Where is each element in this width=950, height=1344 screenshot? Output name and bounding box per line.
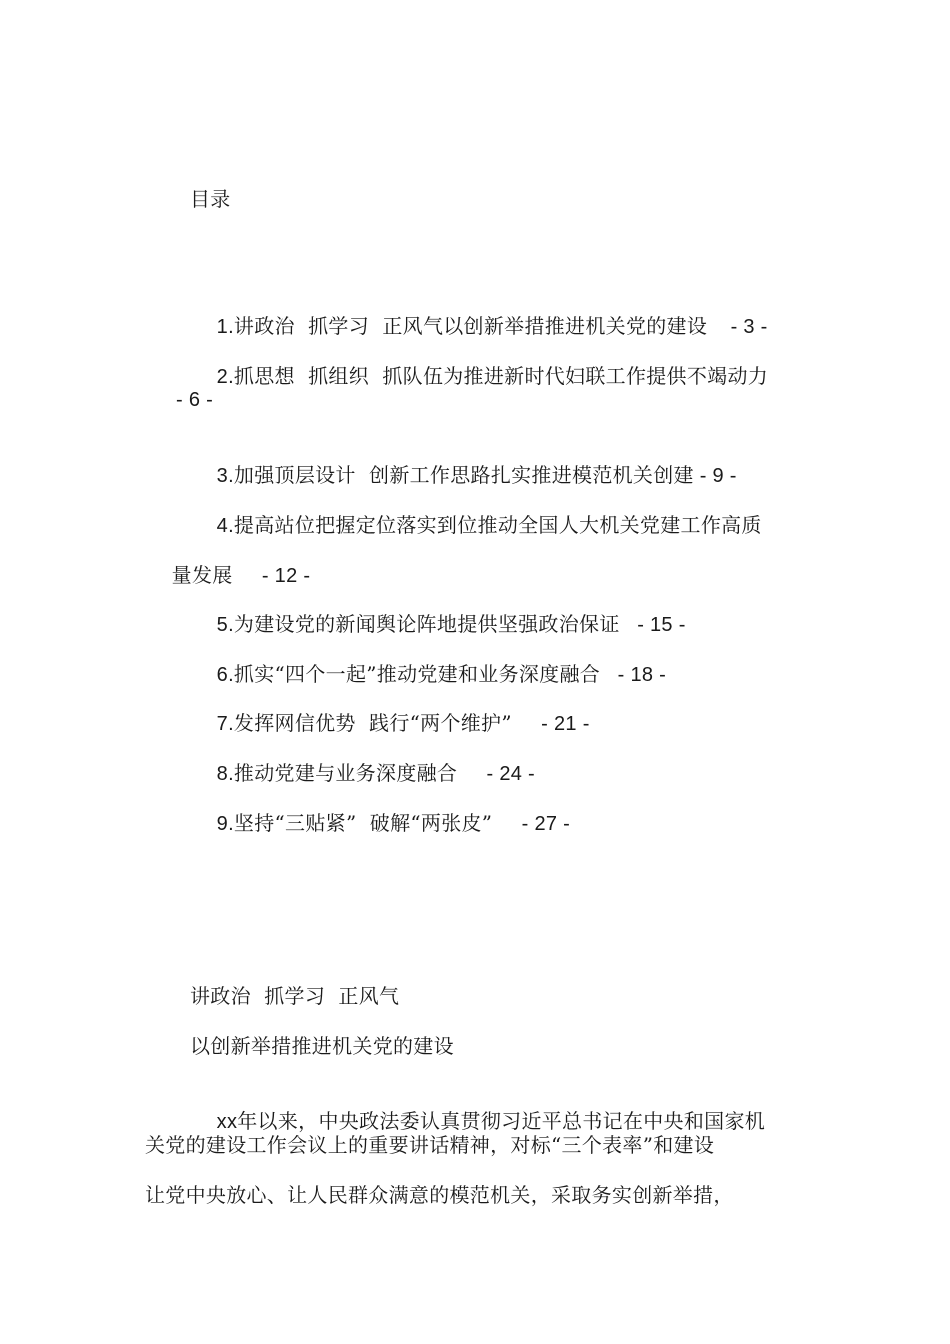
toc-entry-number: 2. (216, 366, 234, 388)
toc-entry-page: - 15 - (619, 614, 686, 636)
toc-entry-text: 抓思想 抓组织 抓队伍为推进新时代妇联工作提供不竭动力 (233, 364, 769, 388)
toc-entry-page: - 27 - (492, 813, 571, 835)
toc-entry-page: - 3 - (707, 316, 768, 338)
toc-entry-number: 4. (216, 515, 234, 537)
toc-entry-number: 8. (216, 763, 234, 785)
toc-entry-number: 5. (216, 614, 234, 636)
toc-entry-2[interactable] (190, 337, 768, 416)
body-text: 年以来，中央政法委认真贯彻习近平总书记在中央和国家机 (237, 1109, 766, 1133)
toc-entry-text: 推动党建与业务深度融合 (233, 761, 458, 785)
toc-entry-text: 讲政治 抓学习 正风气以创新举措推进机关党的建设 (233, 314, 708, 338)
toc-entry-page: - 18 - (600, 664, 667, 686)
toc-entry-number: 6. (216, 664, 234, 686)
toc-entry-number: 9. (216, 813, 234, 835)
article-title-line-2: 以创新举措推进机关党的建设 (190, 1034, 454, 1058)
body-lead: xx (216, 1111, 238, 1133)
toc-entry-text: 加强顶层设计 创新工作思路扎实推进模范机关创建 (233, 463, 694, 487)
toc-entry-text: 发挥网信优势 践行“两个维护” (233, 711, 512, 735)
toc-entry-text: 为建设党的新闻舆论阵地提供坚强政治保证 (233, 612, 620, 636)
toc-entry-page: - 12 - (232, 565, 311, 587)
toc-entry-text: 提高站位把握定位落实到位推动全国人大机关党建工作高质 (233, 513, 762, 537)
article-body-line-3: 让党中央放心、让人民群众满意的模范机关，采取务实创新举措， (145, 1183, 734, 1207)
toc-entry-page: - 9 - (693, 465, 737, 487)
toc-entry-text-continued: 量发展 (171, 563, 233, 587)
toc-entry-page: - 21 - (511, 713, 590, 735)
toc-entry-9[interactable] (190, 784, 570, 863)
toc-entry-number: 3. (216, 465, 234, 487)
toc-entry-text: 抓实“四个一起”推动党建和业务深度融合 (233, 662, 601, 686)
toc-entry-page: - 24 - (457, 763, 535, 785)
toc-entry-number: 1. (216, 316, 234, 338)
toc-entry-text: 坚持“三贴紧” 破解“两张皮” (233, 811, 493, 835)
toc-entry-number: 7. (216, 713, 234, 735)
toc-title: 目录 (190, 187, 231, 211)
article-body-line-2: 关党的建设工作会议上的重要讲话精神，对标“三个表率”和建设 (145, 1133, 715, 1157)
toc-entry-2-page[interactable]: - 6 - (176, 389, 214, 411)
article-title-line-1: 讲政治 抓学习 正风气 (190, 984, 400, 1008)
